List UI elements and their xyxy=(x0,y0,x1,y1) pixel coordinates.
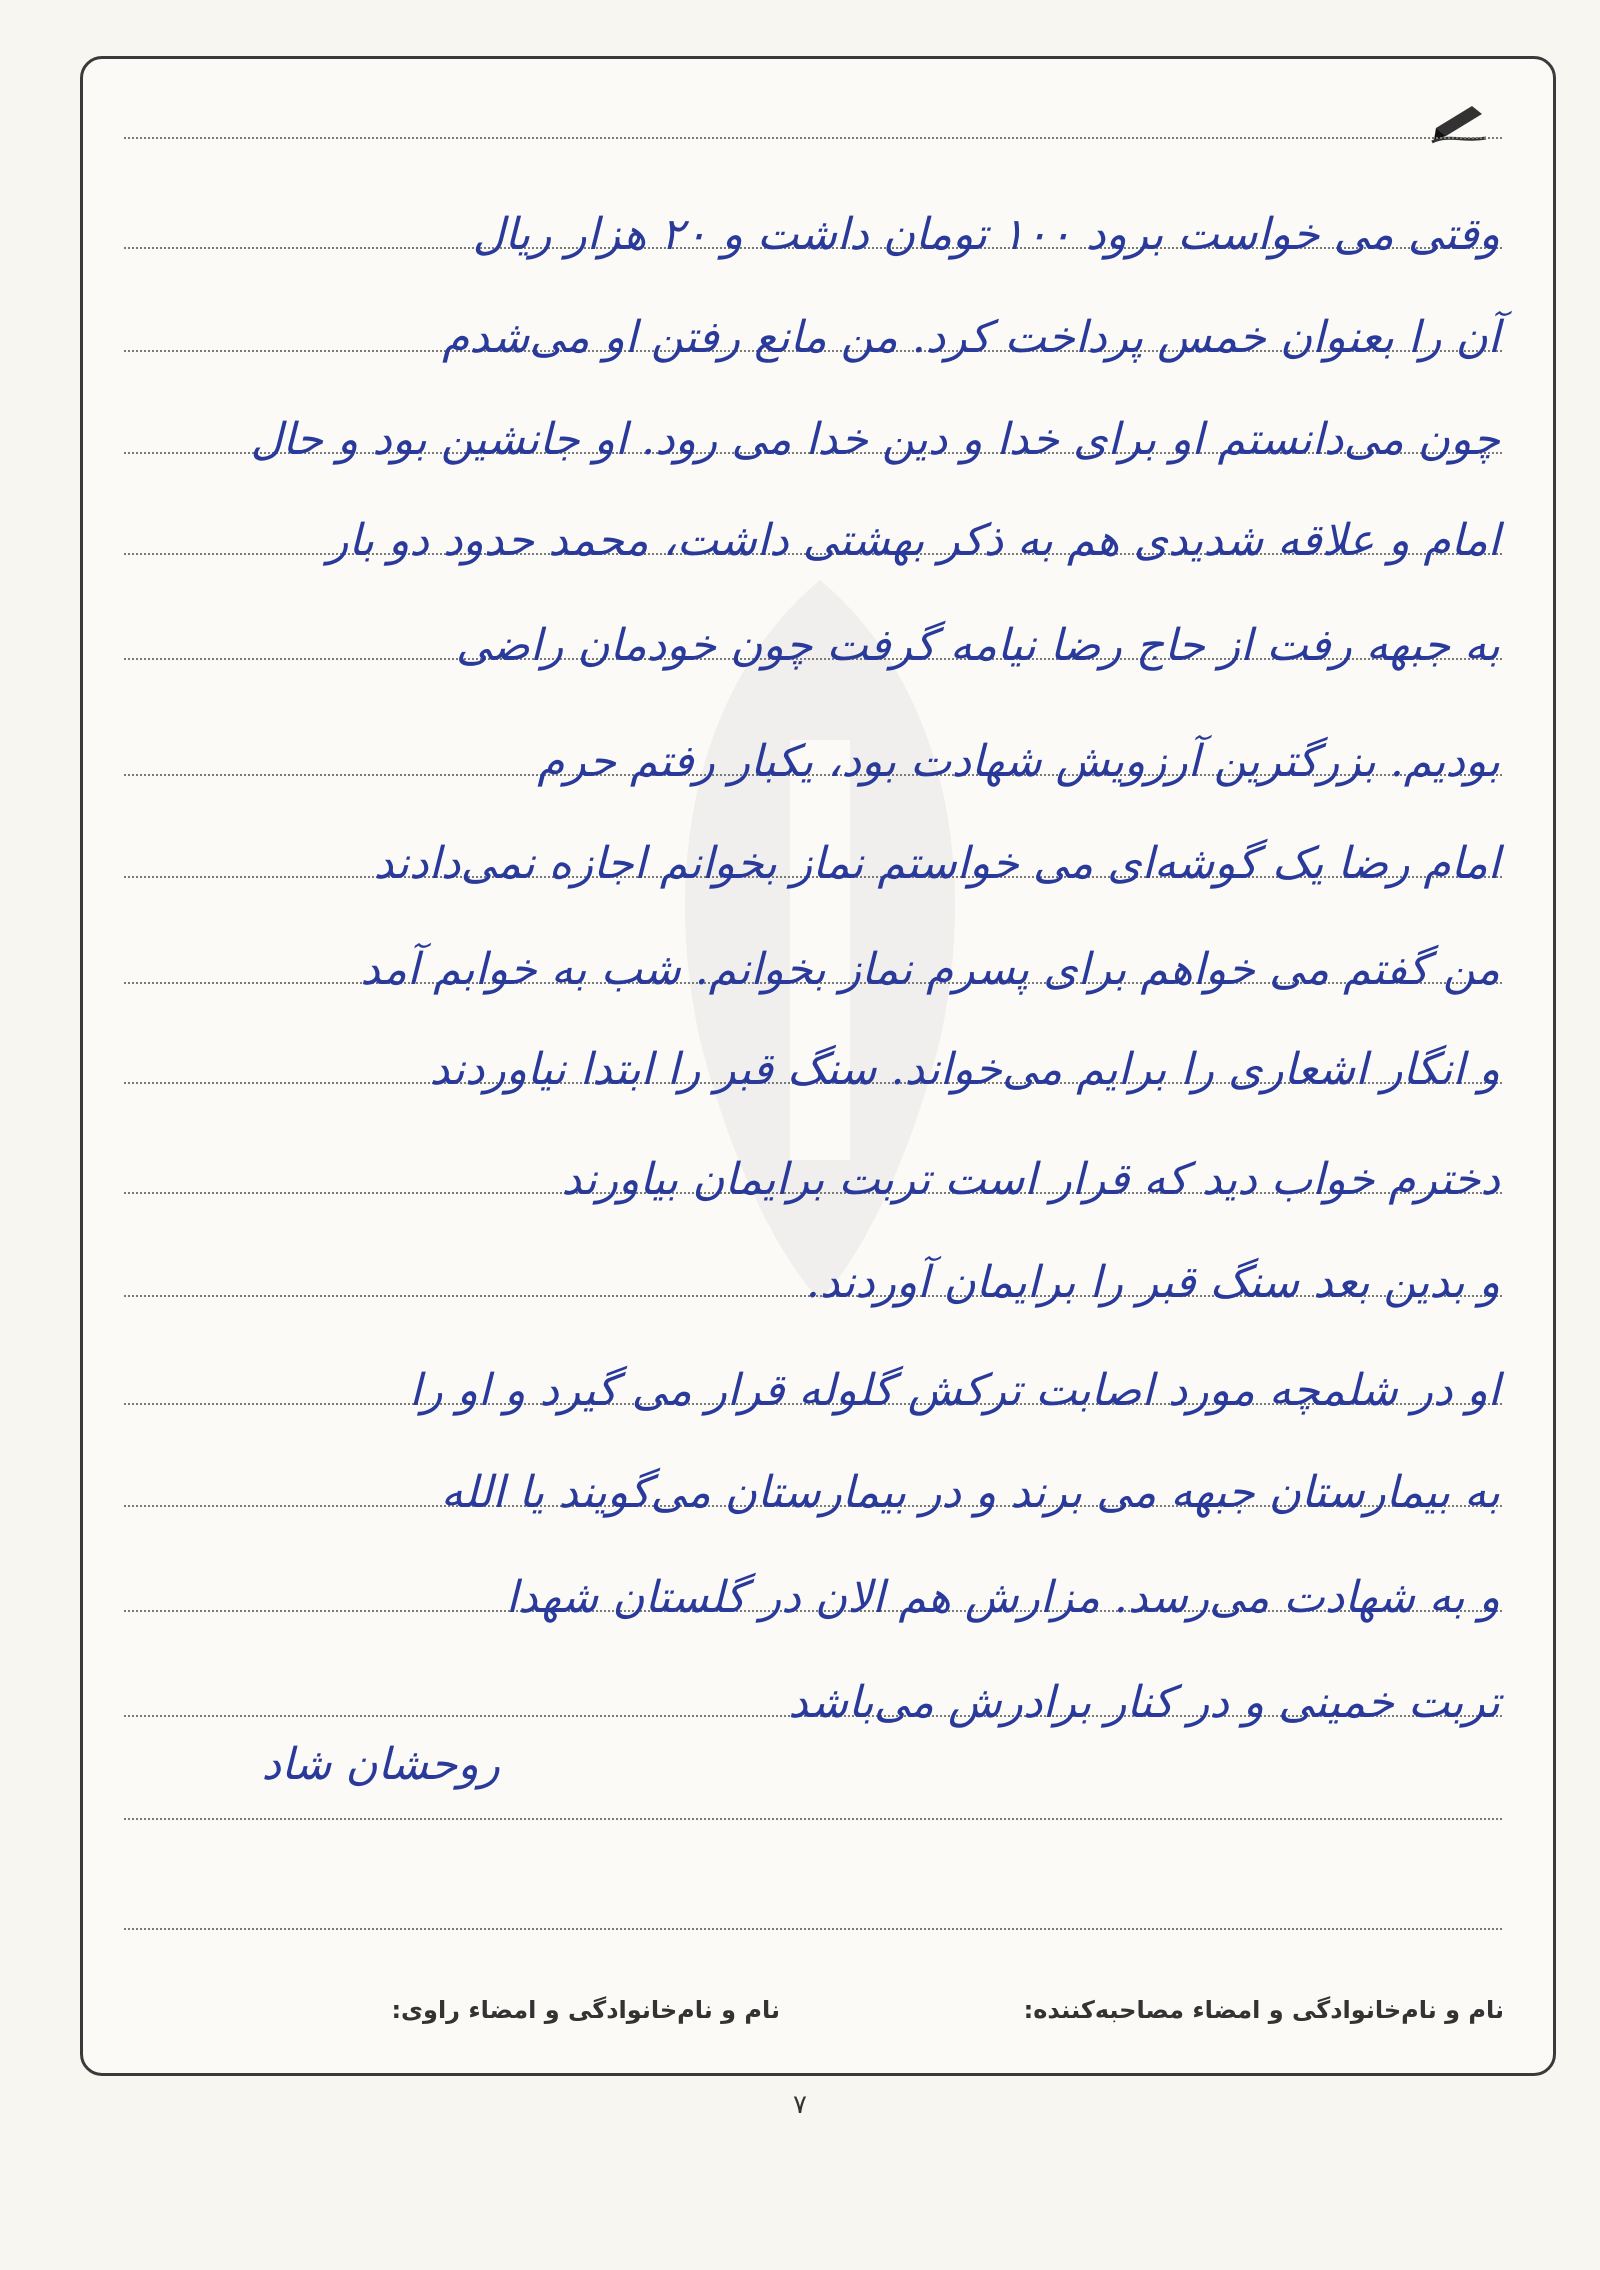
handwritten-line: او در شلمچه مورد اصابت ترکش گلوله قرار می گیرد و او را xyxy=(409,1365,1500,1416)
interviewer-signature-label: نام و نام‌خانوادگی و امضاء مصاحبه‌کننده: xyxy=(1023,1996,1504,2024)
ruled-line xyxy=(124,137,1502,139)
ruled-line xyxy=(124,1818,1502,1820)
handwritten-line: به جبهه رفت از حاج رضا نیامه گرفت چون خودمان راضی xyxy=(455,620,1500,671)
ruled-line xyxy=(124,1928,1502,1930)
handwritten-line: به بیمارستان جبهه می برند و در بیمارستان می‌گویند یا الله xyxy=(440,1467,1500,1518)
handwritten-closing: روحشان شاد xyxy=(261,1739,500,1790)
handwritten-line: بودیم. بزرگترین آرزویش شهادت بود، یکبار رفتم حرم xyxy=(537,736,1500,787)
handwritten-line: من گفتم می خواهم برای پسرم نماز بخوانم. شب به خوابم آمد xyxy=(360,944,1500,995)
handwritten-line: امام و علاقه شدیدی هم به ذکر بهشتی داشت، محمد حدود دو بار xyxy=(327,515,1500,566)
page-number: ۷ xyxy=(793,2090,807,2120)
handwritten-line: چون می‌دانستم او برای خدا و دین خدا می رود. او جانشین بود و حال xyxy=(250,414,1500,465)
handwritten-line: دخترم خواب دید که قرار است تربت برایمان بیاورند xyxy=(561,1154,1500,1205)
narrator-signature-label: نام و نام‌خانوادگی و امضاء راوی: xyxy=(391,1996,780,2024)
handwritten-line: و بدین بعد سنگ قبر را برایمان آوردند. xyxy=(805,1257,1500,1308)
handwritten-line: تربت خمینی و در کنار برادرش می‌باشد xyxy=(788,1677,1500,1728)
handwritten-line: و به شهادت می‌رسد. مزارش هم الان در گلستان شهدا xyxy=(505,1572,1500,1623)
handwritten-line: امام رضا یک گوشه‌ای می خواستم نماز بخوانم اجازه نمی‌دادند xyxy=(373,838,1500,889)
handwritten-line: و انگار اشعاری را برایم می‌خواند. سنگ قبر را ابتدا نیاوردند xyxy=(429,1044,1500,1095)
handwritten-line: آن را بعنوان خمس پرداخت کرد. من مانع رفتن او می‌شدم xyxy=(442,312,1500,363)
handwritten-line: وقتی می خواست برود ۱۰۰ تومان داشت و ۲۰ هزار ریال xyxy=(472,209,1500,260)
